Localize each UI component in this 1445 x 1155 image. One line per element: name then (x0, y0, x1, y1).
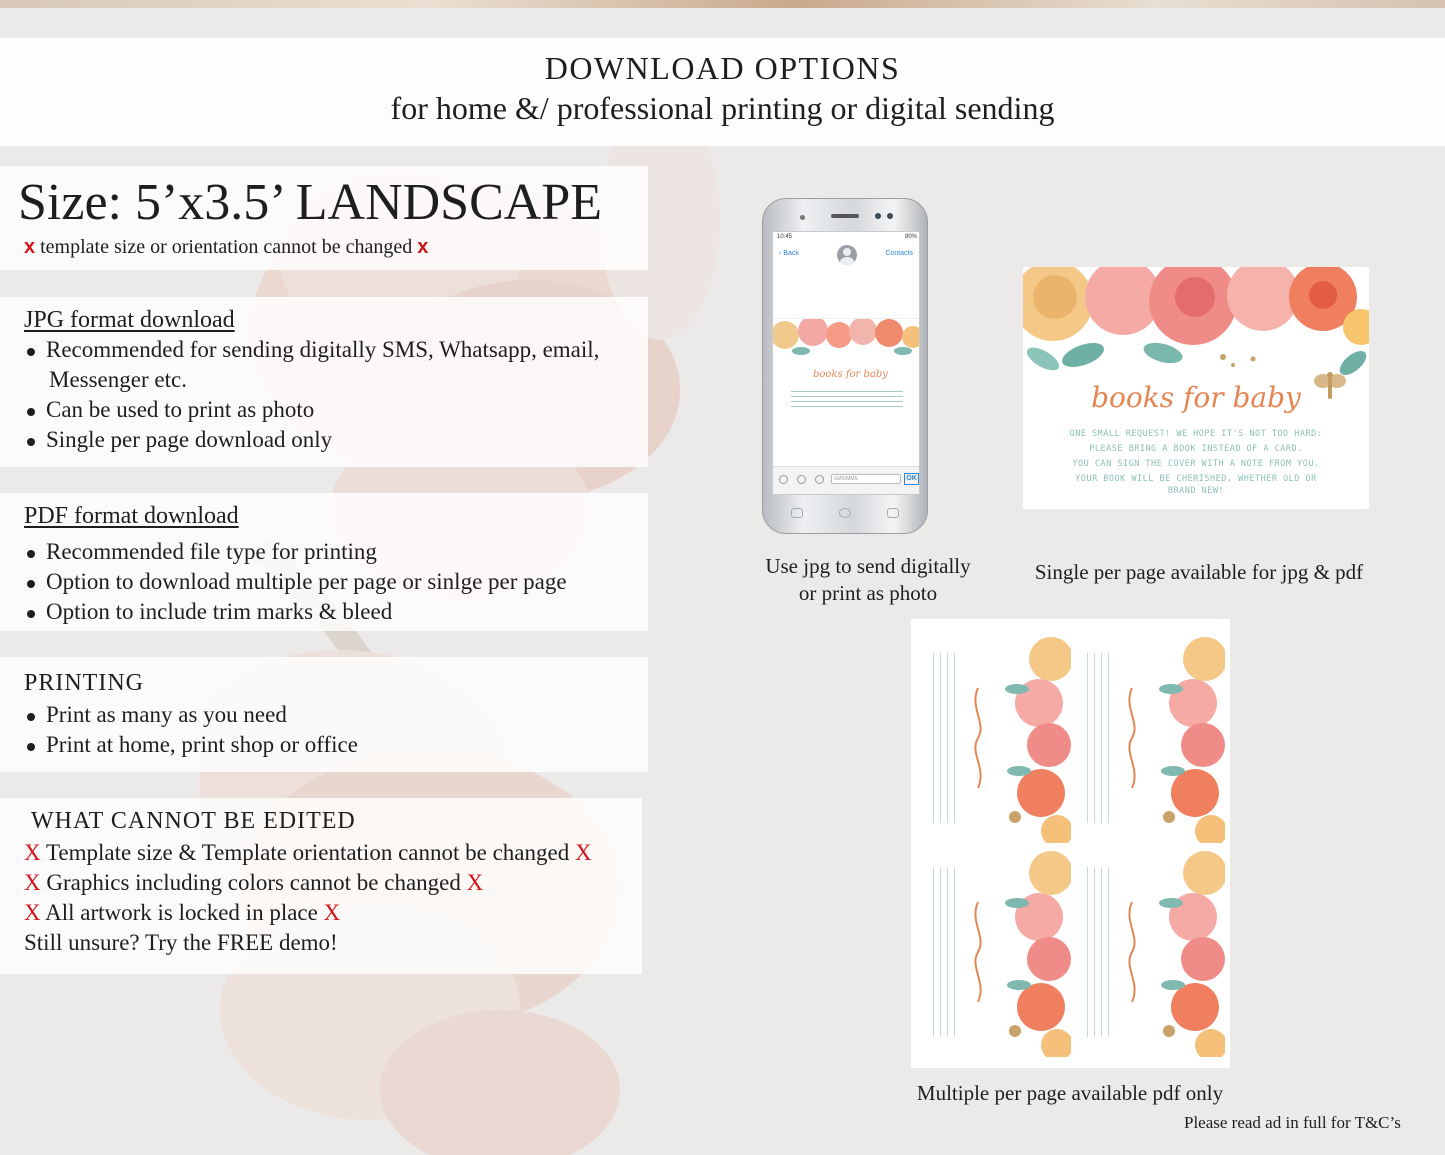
page-title: DOWNLOAD OPTIONS (544, 50, 901, 86)
message-bar (773, 466, 920, 495)
status-battery: 80% (904, 234, 917, 240)
x-mark-icon: x (417, 236, 429, 258)
sms-input: SMS/MMS (831, 474, 901, 484)
list-item: Option to download multiple per page or sinlge per page (24, 567, 567, 597)
printing-panel (0, 657, 648, 772)
pdf-heading: PDF format download (24, 503, 239, 529)
mini-card-text-lines (1083, 867, 1113, 1037)
list-item: Can be used to print as photo (24, 395, 599, 425)
phone-buttons (783, 506, 909, 522)
flower-decoration (1003, 847, 1071, 1057)
phone-nav-bar (773, 242, 920, 266)
x-mark-icon: X (574, 840, 592, 865)
camera-icon (800, 215, 805, 220)
home-button-icon (839, 508, 851, 518)
script-text-decoration (965, 897, 991, 1007)
free-demo-text: Still unsure? Try the FREE demo! (24, 930, 338, 955)
script-text-decoration (1119, 897, 1145, 1007)
flower-decoration (1157, 847, 1225, 1057)
list-item: Single per page download only (24, 425, 599, 455)
mini-card (1071, 633, 1225, 843)
flower-decoration (1003, 633, 1071, 843)
x-mark-icon: X (323, 900, 341, 925)
phone-invitation-preview (773, 318, 920, 448)
background-flower-decoration (200, 130, 760, 1155)
script-text-decoration (1119, 683, 1145, 793)
size-panel (0, 166, 648, 270)
top-decorative-strip (0, 0, 1445, 8)
pdf-bullet-list (24, 537, 567, 627)
phone-mockup (762, 198, 928, 534)
cannot-edit-text: All artwork is locked in place (45, 900, 318, 925)
person-icon (837, 245, 857, 265)
cannot-edit-text: Template size & Template orientation cannot be changed (45, 840, 570, 865)
camera-icon (875, 213, 881, 219)
printing-heading: PRINTING (24, 670, 144, 696)
page-subtitle: for home &/ professional printing or digital sending (390, 90, 1055, 126)
sticker-icon (797, 475, 806, 484)
phone-status-bar (777, 234, 917, 240)
size-title: Size: 5’x3.5’ LANDSCAPE (18, 174, 603, 231)
list-item: Option to include trim marks & bleed (24, 597, 567, 627)
card-text-line: BRAND NEW! (1167, 486, 1225, 496)
back-label: Back (783, 250, 799, 257)
caption-line: Use jpg to send digitally (765, 554, 971, 578)
cannot-edit-line (24, 900, 340, 926)
phone-card-script: books for baby (813, 369, 888, 380)
contacts-link: Contacts (885, 250, 913, 257)
card-text-line: ONE SMALL REQUEST! WE HOPE IT'S NOT TOO HARD: (1069, 429, 1323, 439)
jpg-heading: JPG format download (24, 307, 235, 333)
mini-card (917, 847, 1071, 1057)
list-item: Print as many as you need (24, 700, 358, 730)
flower-decoration (773, 319, 920, 367)
cannot-edit-heading: WHAT CANNOT BE EDITED (31, 808, 356, 834)
mini-card-text-lines (929, 653, 959, 823)
card-text-line: PLEASE BRING A BOOK INSTEAD OF A CARD. (1089, 444, 1303, 454)
card-script-title: books for baby (1091, 381, 1301, 414)
size-note-text: template size or orientation cannot be changed (40, 236, 413, 258)
single-card-preview (1023, 267, 1369, 509)
mini-card-text-lines (1083, 653, 1113, 823)
mini-card (917, 633, 1071, 843)
footer-note: Please read ad in full for T&C’s (1184, 1113, 1401, 1132)
back-link: ‹ Back (779, 250, 799, 257)
x-mark-icon: X (466, 870, 484, 895)
card-text-line: YOUR BOOK WILL BE CHERISHED, WHETHER OLD OR (1075, 474, 1317, 484)
phone-screen (772, 231, 920, 495)
phone-caption (740, 553, 996, 607)
script-text-decoration (965, 683, 991, 793)
header-banner (0, 38, 1445, 146)
single-caption: Single per page available for jpg & pdf (1034, 560, 1364, 584)
multi-page-sheet (911, 619, 1230, 1068)
caption-line: or print as photo (798, 581, 938, 605)
x-mark-icon: X (24, 870, 41, 895)
status-time: 10:45 (777, 234, 793, 240)
cannot-edit-panel (0, 798, 642, 974)
jpg-panel (0, 297, 648, 467)
sensor-icon (887, 213, 893, 219)
bullet-text: Recommended for sending digitally SMS, Whatsapp, email, (46, 337, 600, 362)
mini-card-text-lines (929, 867, 959, 1037)
printing-bullet-list (24, 700, 358, 760)
phone-speaker (831, 214, 859, 218)
back-button-icon (887, 508, 899, 518)
search-icon (791, 508, 803, 518)
bullet-text-continued: Messenger etc. (49, 367, 187, 392)
mini-card (1071, 847, 1225, 1057)
size-note (24, 236, 428, 259)
heart-icon (815, 475, 824, 484)
cannot-edit-line (24, 870, 483, 896)
list-item (24, 335, 599, 395)
camera-icon (779, 475, 788, 484)
x-mark-icon: x (24, 236, 36, 258)
phone-card-text-lines (791, 387, 903, 411)
x-mark-icon: X (24, 840, 41, 865)
list-item: Print at home, print shop or office (24, 730, 358, 760)
jpg-bullet-list (24, 335, 599, 455)
card-text-line: YOU CAN SIGN THE COVER WITH A NOTE FROM YOU. (1072, 459, 1320, 469)
pdf-panel (0, 493, 648, 631)
list-item: Recommended file type for printing (24, 537, 567, 567)
ok-button: OK (904, 473, 919, 485)
card-text (1023, 427, 1369, 496)
x-mark-icon: X (24, 900, 41, 925)
cannot-edit-text: Graphics including colors cannot be changed (46, 870, 461, 895)
flower-decoration (1157, 633, 1225, 843)
multiple-caption: Multiple per page available pdf only (916, 1081, 1224, 1105)
cannot-edit-line (24, 840, 592, 866)
